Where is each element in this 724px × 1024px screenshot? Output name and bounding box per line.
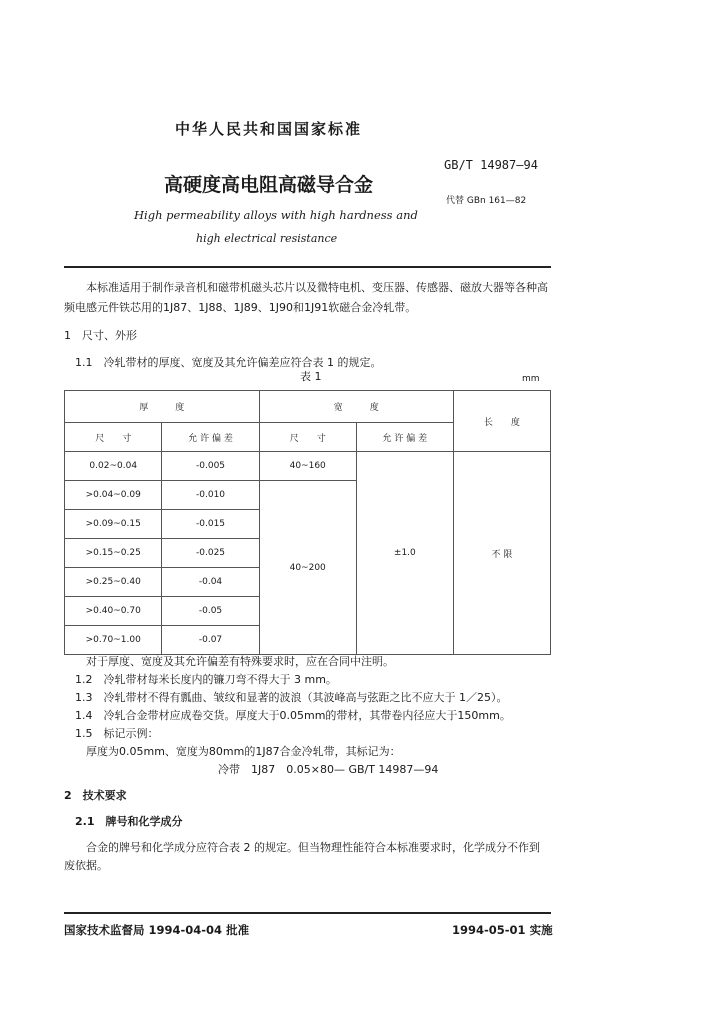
effective-date: 1994-05-01 实施 bbox=[452, 923, 553, 937]
header-tolerance: 允 许 偏 差 bbox=[162, 423, 259, 452]
section-1-2: 1.2 冷轧带材每米长度内的镰刀弯不得大于 3 mm。 bbox=[75, 673, 337, 686]
thickness-size: >0.40~0.70 bbox=[65, 597, 162, 626]
header-length: 长 度 bbox=[453, 391, 550, 452]
title-chinese: 高硬度高电阻高磁导合金 bbox=[164, 174, 374, 196]
thickness-tolerance: -0.010 bbox=[162, 481, 259, 510]
section-1-heading: 1 尺寸、外形 bbox=[64, 329, 137, 342]
thickness-size: >0.04~0.09 bbox=[65, 481, 162, 510]
thickness-size: >0.70~1.00 bbox=[65, 626, 162, 655]
width-tolerance: ±1.0 bbox=[356, 452, 453, 655]
header-rule bbox=[64, 266, 551, 268]
chem-line2: 废依据。 bbox=[64, 859, 108, 872]
width-size-a: 40~160 bbox=[259, 452, 356, 481]
thickness-size: >0.25~0.40 bbox=[65, 568, 162, 597]
section-1-1: 1.1 冷轧带材的厚度、宽度及其允许偏差应符合表 1 的规定。 bbox=[75, 356, 382, 369]
section-1-5: 1.5 标记示例： bbox=[75, 727, 159, 740]
width-size-b: 40~200 bbox=[259, 481, 356, 655]
thickness-size: 0.02~0.04 bbox=[65, 452, 162, 481]
section-1-3: 1.3 冷轧带材不得有瓢曲、皱纹和显著的波浪（其波峰高与弦距之比不应大于 1／25）。 bbox=[75, 691, 508, 704]
table-caption: 表 1 bbox=[300, 370, 322, 383]
thickness-tolerance: -0.015 bbox=[162, 510, 259, 539]
section-2-1: 2.1 牌号和化学成分 bbox=[75, 815, 183, 828]
thickness-tolerance: -0.05 bbox=[162, 597, 259, 626]
title-english-line2: high electrical resistance bbox=[196, 232, 338, 245]
replaces-note: 代替 GBn 161—82 bbox=[446, 196, 527, 206]
title-english-line1: High permeability alloys with high hardness and bbox=[134, 208, 418, 222]
intro-line1: 本标准适用于制作录音机和磁带机磁头芯片以及微特电机、变压器、传感器、磁放大器等各种高 bbox=[86, 281, 548, 294]
thickness-tolerance: -0.005 bbox=[162, 452, 259, 481]
thickness-tolerance: -0.07 bbox=[162, 626, 259, 655]
table-unit: mm bbox=[522, 374, 540, 384]
header-width-size: 尺 寸 bbox=[259, 423, 356, 452]
dimension-table bbox=[64, 390, 551, 655]
thickness-tolerance: -0.04 bbox=[162, 568, 259, 597]
table-row bbox=[65, 452, 551, 481]
intro-line2: 频电感元件铁芯用的1J87、1J88、1J89、1J90和1J91软磁合金冷轧带。 bbox=[64, 301, 417, 314]
standard-org-heading: 中华人民共和国国家标准 bbox=[175, 120, 363, 138]
header-width: 宽 度 bbox=[259, 391, 453, 423]
section-1-4: 1.4 冷轧合金带材应成卷交货。厚度大于0.05mm的带材，其带卷内径应大于150mm。 bbox=[75, 709, 511, 722]
approval-date: 国家技术监督局 1994-04-04 批准 bbox=[64, 923, 250, 937]
header-width-tolerance: 允 许 偏 差 bbox=[356, 423, 453, 452]
header-thickness: 厚 度 bbox=[65, 391, 260, 423]
header-size: 尺 寸 bbox=[65, 423, 162, 452]
standard-number: GB/T 14987—94 bbox=[444, 158, 538, 172]
table-note: 对于厚度、宽度及其允许偏差有特殊要求时，应在合同中注明。 bbox=[86, 655, 394, 668]
marking-code: 冷带 1J87 0.05×80— GB/T 14987—94 bbox=[218, 763, 439, 776]
length-value: 不 限 bbox=[453, 452, 550, 655]
thickness-size: >0.09~0.15 bbox=[65, 510, 162, 539]
section-2-heading: 2 技术要求 bbox=[64, 789, 127, 802]
marking-example: 厚度为0.05mm、宽度为80mm的1J87合金冷轧带，其标记为： bbox=[86, 745, 401, 758]
chem-line1: 合金的牌号和化学成分应符合表 2 的规定。但当物理性能符合本标准要求时，化学成分不作到 bbox=[86, 841, 540, 854]
thickness-tolerance: -0.025 bbox=[162, 539, 259, 568]
thickness-size: >0.15~0.25 bbox=[65, 539, 162, 568]
footer-rule bbox=[64, 912, 551, 914]
